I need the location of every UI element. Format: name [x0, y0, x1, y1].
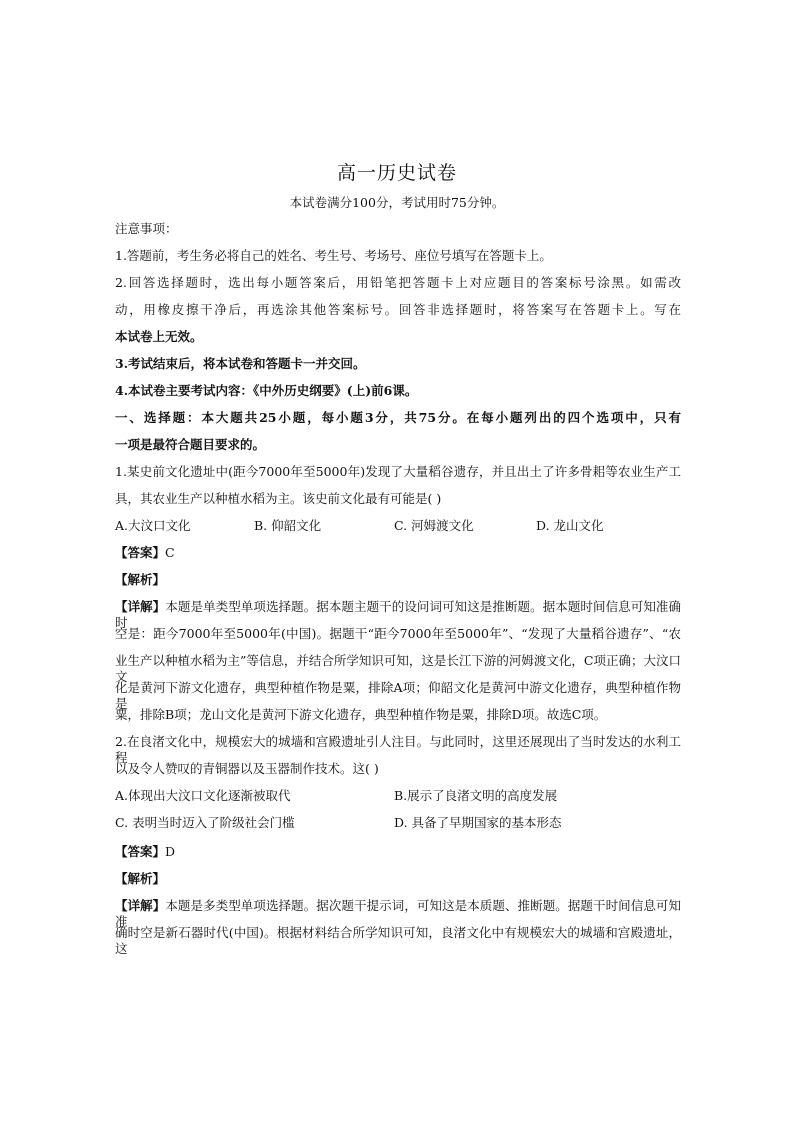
q1-detail-line-5: 粟，排除B项；龙山文化是黄河下游文化遗存，典型种植作物是粟，排除D项。故选C项。	[115, 707, 607, 722]
notice-item-2-line-3: 本试卷上无效。	[115, 329, 203, 344]
q1-option-c: C. 河姆渡文化	[394, 518, 474, 533]
notice-item-2-line-2: 动，用橡皮擦干净后，再选涂其他答案标号。回答非选择题时，将答案写在答题卡上。写在	[115, 302, 681, 317]
notice-item-3: 3.考试结束后，将本试卷和答题卡一并交回。	[115, 356, 366, 371]
q1-detail-line-3: 业生产以种植水稻为主”等信息，并结合所学知识可知，这是长江下游的河姆渡文化，C项正确；大汶口文	[115, 653, 681, 684]
q1-option-a: A.大汶口文化	[115, 518, 191, 533]
q2-stem-line-2: 以及令人赞叹的青铜器以及玉器制作技术。这( )	[115, 761, 379, 776]
q2-option-d: D. 具备了早期国家的基本形态	[394, 815, 562, 830]
notice-item-4: 4.本试卷主要考试内容：《中外历史纲要》(上)前6课。	[115, 383, 418, 398]
notice-item-1: 1.答题前，考生务必将自己的姓名、考生号、考场号、座位号填写在答题卡上。	[115, 248, 552, 263]
detail-tag: 【详解】	[115, 599, 166, 614]
q2-option-a: A.体现出大汶口文化逐渐被取代	[115, 788, 291, 803]
q1-answer	[115, 545, 681, 561]
page-title: 高一历史试卷	[336, 162, 457, 184]
answer-value: D	[165, 844, 176, 859]
notice-item-2-line-1: 2.回答选择题时，选出每小题答案后，用铅笔把答题卡上对应题目的答案标号涂黑。如需改	[115, 275, 681, 290]
notice-heading: 注意事项：	[115, 221, 178, 236]
answer-tag: 【答案】	[115, 545, 166, 560]
section-heading-line-2: 一项是最符合题目要求的。	[115, 437, 266, 452]
q1-stem-line-1: 1.某史前文化遗址中(距今7000年至5000年)发现了大量稻谷遗存，并且出土了许多骨耜等农业生产工	[115, 464, 681, 479]
q1-detail-line-4: 化是黄河下游文化遗存，典型种植作物是粟，排除A项；仰韶文化是黄河中游文化遗存，典型种植作物是	[115, 680, 681, 711]
detail-text: 本题是多类型单项选择题。据次题干提示词，可知这是本质题、推断题。据题干时间信息可知准	[115, 898, 681, 929]
q1-analysis-tag: 【解析】	[115, 572, 166, 587]
exam-subtitle: 本试卷满分100分，考试用时75分钟。	[289, 195, 505, 210]
q2-stem-line-1: 2.在良渚文化中，规模宏大的城墙和宫殿遗址引人注目。与此同时，这里还展现出了当时发达的水利工程	[115, 734, 681, 765]
answer-value: C	[165, 545, 175, 560]
q2-detail-line-2: 确时空是新石器时代(中国)。根据材料结合所学知识可知，良渚文化中有规模宏大的城墙和宫殿遗址，这	[115, 925, 681, 956]
section-heading-line-1: 一、选择题：本大题共25小题，每小题3分，共75分。在每小题列出的四个选项中，只有	[115, 410, 681, 425]
q1-detail-line-2: 空是：距今7000年至5000年(中国)。据题干“距今7000年至5000年”、“发现了大量稻谷遗存”、“农	[115, 626, 681, 641]
q2-option-c: C. 表明当时迈入了阶级社会门槛	[115, 815, 295, 830]
answer-tag: 【答案】	[115, 844, 166, 859]
detail-text: 本题是单类型单项选择题。据本题主题干的设问词可知这是推断题。据本题时间信息可知准确时	[115, 599, 681, 630]
q2-analysis-tag: 【解析】	[115, 871, 166, 886]
q1-stem-line-2: 具，其农业生产以种植水稻为主。该史前文化最有可能是( )	[115, 491, 442, 506]
q2-answer	[115, 844, 681, 860]
q1-option-b: B. 仰韶文化	[254, 518, 322, 533]
q2-option-b: B.展示了良渚文明的高度发展	[394, 788, 558, 803]
q1-option-d: D. 龙山文化	[536, 518, 604, 533]
detail-tag: 【详解】	[115, 898, 166, 913]
